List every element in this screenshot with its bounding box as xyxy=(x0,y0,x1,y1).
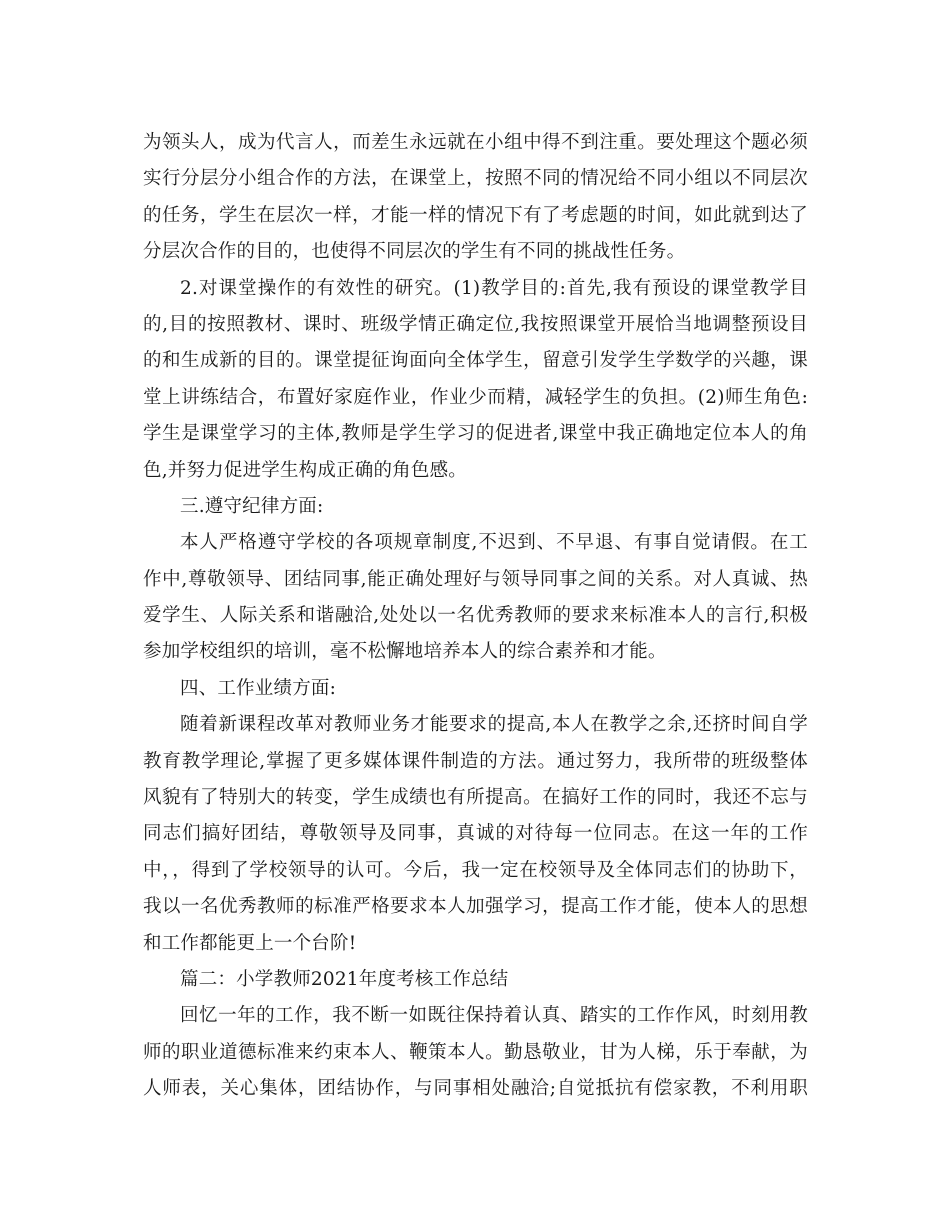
text-line: 和工作都能更上一个台阶! xyxy=(143,932,357,954)
text-line: 作中,尊敬领导、团结同事,能正确处理好与领导同事之间的关系。对人真诚、热 xyxy=(143,568,808,590)
text-line: 参加学校组织的培训，毫不松懈地培养本人的综合素养和才能。 xyxy=(143,641,667,663)
text-line: 实行分层分小组合作的方法，在课堂上，按照不同的情况给不同小组以不同层次 xyxy=(143,168,808,190)
text-line: 中，，得到了学校领导的认可。今后，我一定在校领导及全体同志们的协助下， xyxy=(143,859,808,881)
section-heading: 三.遵守纪律方面: xyxy=(180,495,324,517)
text-line: 分层次合作的目的，也使得不同层次的学生有不同的挑战性任务。 xyxy=(143,241,686,263)
text-line: 2.对课堂操作的有效性的研究。(1)教学目的:首先,我有预设的课堂教学目 xyxy=(180,277,808,299)
text-line: 回忆一年的工作，我不断一如既往保持着认真、踏实的工作作风，时刻用教 xyxy=(180,1005,808,1027)
section-heading: 四、工作业绩方面: xyxy=(180,677,337,699)
section-heading: 篇二：小学教师2021年度考核工作总结 xyxy=(180,968,509,990)
text-line: 为领头人，成为代言人，而差生永远就在小组中得不到注重。要处理这个题必须 xyxy=(143,132,808,153)
text-line: 教育教学理论,掌握了更多媒体课件制造的方法。通过努力，我所带的班级整体 xyxy=(143,750,808,772)
text-line: 堂上讲练结合，布置好家庭作业，作业少而精，减轻学生的负担。(2)师生角色: xyxy=(143,386,808,408)
text-line: 风貌有了特别大的转变，学生成绩也有所提高。在搞好工作的同时，我还不忘与 xyxy=(143,787,808,809)
text-line: 我以一名优秀教师的标准严格要求本人加强学习，提高工作才能，使本人的思想 xyxy=(143,896,808,918)
text-line: 同志们搞好团结，尊敬领导及同事，真诚的对待每一位同志。在这一年的工作 xyxy=(143,823,808,845)
text-line: 的和生成新的目的。课堂提征询面向全体学生，留意引发学生学数学的兴趣，课 xyxy=(143,350,808,372)
text-line: 随着新课程改革对教师业务才能要求的提高,本人在教学之余,还挤时间自学 xyxy=(180,714,808,736)
text-line: 的,目的按照教材、课时、班级学情正确定位,我按照课堂开展恰当地调整预设目 xyxy=(143,313,808,335)
text-line: 师的职业道德标准来约束本人、鞭策本人。勤恳敬业，甘为人梯，乐于奉献，为 xyxy=(143,1041,808,1063)
text-line: 学生是课堂学习的主体,教师是学生学习的促进者,课堂中我正确地定位本人的角 xyxy=(143,423,808,445)
text-line: 本人严格遵守学校的各项规章制度,不迟到、不早退、有事自觉请假。在工 xyxy=(180,532,808,554)
text-line: 色,并努力促进学生构成正确的角色感。 xyxy=(143,459,467,481)
document-body xyxy=(143,125,808,1108)
text-line: 爱学生、人际关系和谐融洽,处处以一名优秀教师的要求来标准本人的言行,积极 xyxy=(143,605,808,627)
text-line: 的任务，学生在层次一样，才能一样的情况下有了考虑题的时间，如此就到达了 xyxy=(143,204,808,226)
text-line: 人师表，关心集体，团结协作，与同事相处融洽;自觉抵抗有偿家教，不利用职 xyxy=(143,1078,808,1100)
